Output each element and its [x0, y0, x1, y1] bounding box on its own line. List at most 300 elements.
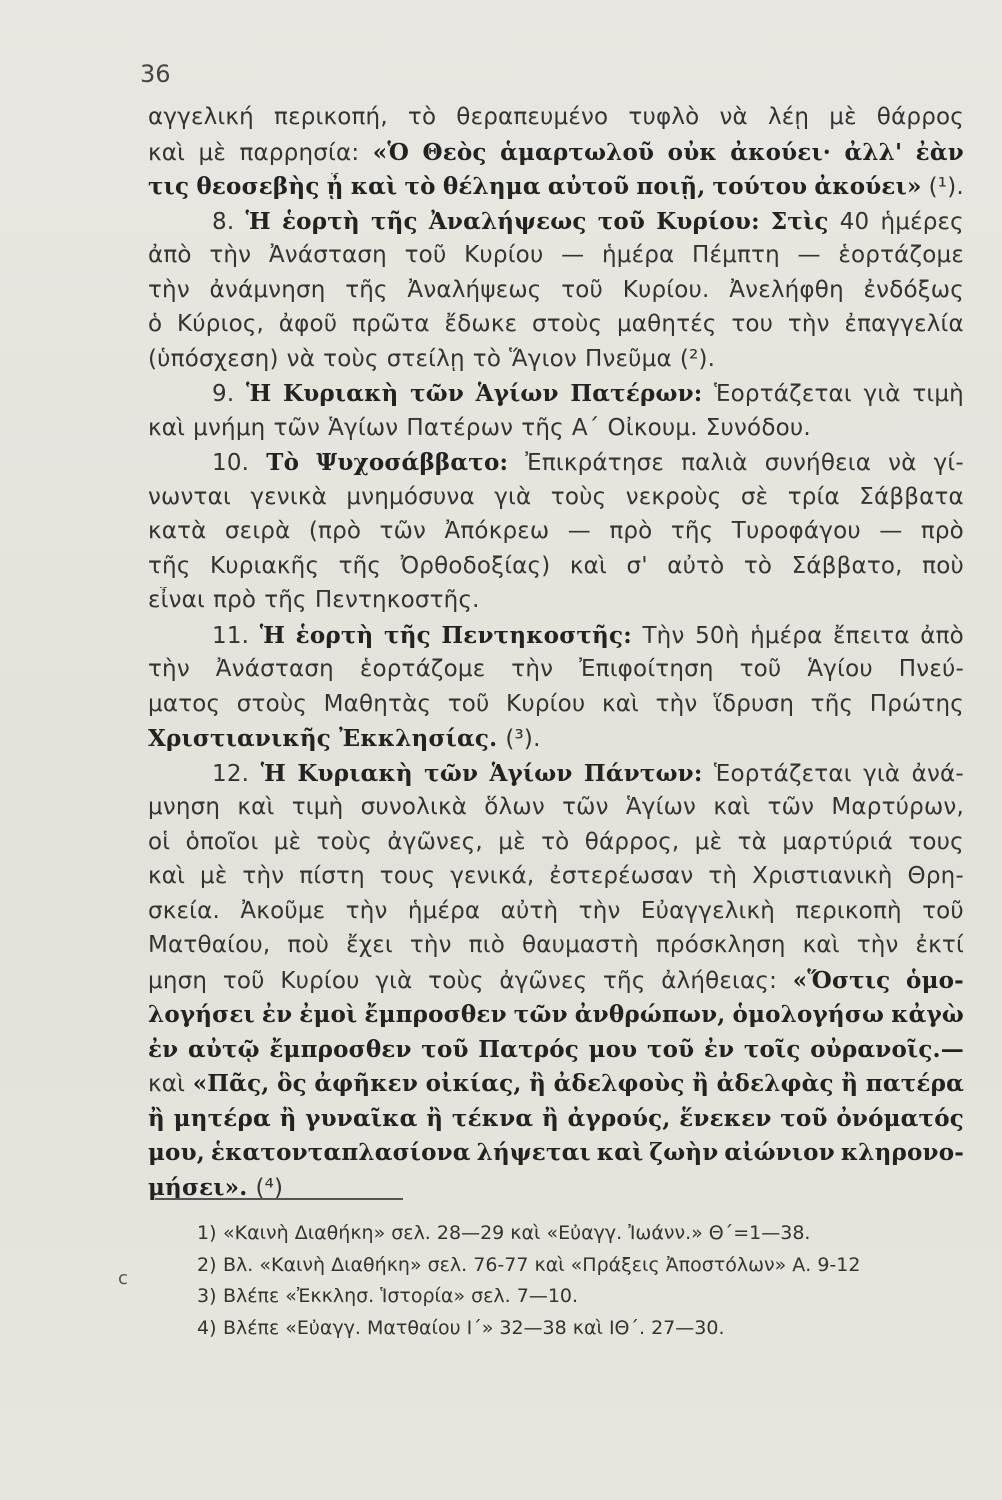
word: ποὺ: [922, 552, 964, 579]
word: τὴν: [209, 242, 252, 268]
word: μαρτύριά: [782, 828, 894, 855]
word: ἀφῆκεν: [314, 1070, 419, 1097]
word: (²).: [679, 345, 716, 372]
word: ὃς: [277, 1070, 307, 1097]
word: Τὸ: [266, 449, 300, 476]
word: τῶν: [562, 794, 609, 820]
footnote-number: 2): [197, 1253, 217, 1276]
word: μὲ: [498, 828, 526, 855]
word: 9.: [212, 381, 235, 407]
word: Κυρίου:: [656, 207, 760, 235]
word: τὴν: [148, 276, 190, 303]
word: Πατέρων:: [570, 380, 703, 407]
word: του: [731, 311, 774, 337]
word: νεκροὺς: [625, 483, 722, 510]
word: τοῦ: [404, 242, 447, 268]
word: Μαθητὰς: [323, 690, 432, 717]
word: Ἐκκλησίας.: [339, 725, 498, 752]
word: μὲ: [198, 139, 227, 166]
word: ἕνεκεν: [679, 1104, 772, 1132]
word: ὅλων: [484, 794, 545, 820]
word: γενικά,: [450, 863, 535, 889]
word: μου,: [148, 1139, 205, 1166]
footnote-rule: [155, 1198, 403, 1200]
word: σκεία.: [148, 897, 221, 924]
word: Εὐαγγελικὴ: [640, 897, 776, 924]
word: Ἡ: [259, 621, 286, 649]
word: τῆς: [338, 552, 382, 579]
text-line: [148, 691, 964, 726]
word: αγγελική: [148, 104, 254, 130]
text-line: [148, 794, 964, 829]
word: τῆς: [264, 587, 307, 613]
word: τὴ: [708, 863, 738, 889]
word: ζωὴν: [649, 1139, 719, 1166]
text-line: [148, 898, 964, 933]
word: νὰ: [888, 450, 917, 476]
word: στείλῃ: [386, 345, 465, 372]
word: —: [561, 242, 585, 268]
word: Ἁγίων: [625, 794, 697, 820]
word: (ὑπόσχεση): [148, 345, 279, 372]
word: ὁμολογήσω: [732, 1001, 885, 1028]
word: 12.: [212, 760, 250, 787]
word: Ἁγίων: [489, 759, 573, 787]
word: Ἡ: [260, 759, 286, 787]
word: ἐν: [703, 1035, 735, 1063]
text-line: [148, 346, 964, 381]
word: γιὰ: [375, 967, 413, 994]
word: Μαρτύρων,: [831, 794, 964, 820]
word: τοῦ: [780, 1104, 828, 1132]
word: κἀγὼ: [891, 1001, 964, 1028]
word: περικοπή,: [274, 104, 388, 130]
word: τους: [908, 828, 964, 855]
word: Ἁγίου: [807, 656, 873, 682]
body-text: [148, 104, 964, 1208]
word: Ἀνάσταση: [215, 656, 334, 682]
word: τῶν: [410, 380, 465, 407]
text-line: [148, 139, 964, 174]
word: μὲ: [829, 104, 857, 130]
word: ἐὰν: [915, 138, 964, 166]
word: θέλημα: [442, 173, 541, 200]
word: τυφλὸ: [628, 104, 700, 130]
word: Θρη-: [907, 863, 964, 889]
word: καὶ: [148, 863, 186, 889]
word: μὲ: [200, 863, 228, 889]
word: Ἀναλήψεως: [407, 276, 542, 303]
text-line: [148, 449, 964, 484]
word: (³).: [505, 726, 541, 752]
word: Πάντων:: [583, 759, 703, 787]
word: καὶ: [802, 932, 840, 958]
word: ἐμοὶ: [299, 1001, 358, 1028]
word: Κυρίου: [464, 242, 544, 268]
word: γί-: [933, 450, 964, 476]
word: σ': [626, 552, 648, 579]
word: —: [567, 518, 591, 544]
word: ἔπειτα: [833, 622, 910, 649]
footnote-text: Βλ. «Καινὴ Διαθήκη» σελ. 76-77 καὶ «Πράξεις Ἀποστόλων» Α. 9-12: [223, 1253, 861, 1276]
word: πρόσκληση: [655, 932, 786, 958]
word: «Ὅστις: [792, 966, 891, 994]
word: —: [797, 242, 821, 268]
word: τῆς: [670, 518, 714, 544]
word: ἀνάμνηση: [209, 276, 326, 303]
word: Ψυχοσάββατο:: [316, 449, 509, 476]
word: ματος: [148, 690, 221, 717]
word: θεραπευμένο: [456, 104, 609, 130]
text-line: [148, 104, 964, 139]
word: τοῦ: [646, 1035, 695, 1063]
word: λέῃ: [767, 104, 810, 130]
text-line: [148, 829, 964, 864]
word: γιὰ: [863, 760, 901, 787]
text-line: [148, 1105, 964, 1140]
word: Πατέρων: [406, 414, 514, 441]
word: ἢ: [529, 1070, 547, 1097]
word: στοὺς: [531, 311, 603, 337]
word: λογήσει: [148, 1001, 255, 1028]
word: γιὰ: [863, 381, 901, 407]
word: καὶ: [569, 552, 607, 579]
word: τοῦ: [421, 1035, 469, 1063]
word: ἔχει: [346, 932, 393, 958]
word: ἀλήθειας:: [661, 967, 778, 994]
word: τους: [379, 863, 436, 889]
word: ἢ: [426, 1104, 444, 1132]
word: νὰ: [719, 104, 748, 130]
word: ὀνόματός: [836, 1104, 964, 1132]
word: αὐτὸ: [667, 552, 725, 579]
word: 10.: [212, 450, 250, 476]
word: ἀδελφοὺς: [553, 1070, 685, 1097]
word: τῆς: [345, 276, 388, 303]
word: Ἀνελήφθη: [729, 276, 844, 303]
word: Σάββατα: [859, 483, 964, 510]
word: οἰκίας,: [425, 1070, 522, 1097]
word: τέκνα: [451, 1104, 534, 1132]
word: πρὸ: [213, 587, 257, 613]
word: θεοσεβὴς: [196, 173, 320, 200]
word: Πεντηκοστῆς.: [314, 587, 480, 613]
text-line: [148, 1036, 964, 1071]
word: ὁμο-: [906, 966, 964, 994]
word: πρὸ: [609, 518, 653, 544]
word: πίστη: [299, 863, 365, 889]
word: τὴν: [578, 897, 621, 924]
word: 50ὴ: [695, 622, 740, 649]
word: Πεντηκοστῆς:: [441, 621, 632, 649]
word: τοῦ: [222, 967, 265, 994]
word: ποιῇ,: [636, 173, 706, 200]
word: —: [879, 518, 903, 544]
word: τιμὴ: [291, 794, 344, 820]
text-line: [148, 380, 964, 415]
word: Ἁγίων: [328, 414, 399, 441]
word: Ματθαίου,: [148, 932, 271, 958]
word: περικοπὴ: [795, 897, 902, 924]
word: μήσει».: [148, 1173, 248, 1201]
word: συνήθεια: [764, 450, 872, 476]
word: Κυρίου: [506, 690, 586, 717]
word: Ἀκοῦμε: [240, 897, 326, 924]
word: τοῦ: [922, 897, 964, 924]
word: ἐνδόξως: [863, 276, 964, 303]
word: τὴν: [787, 311, 830, 337]
word: «Πᾶς,: [192, 1070, 270, 1097]
word: Α΄: [571, 414, 600, 441]
word: σειρὰ: [224, 518, 291, 544]
text-line: [148, 1070, 964, 1105]
word: ἀπὸ: [148, 242, 192, 268]
word: Σάββατο,: [791, 552, 903, 579]
word: τοὺς: [323, 345, 379, 372]
word: μητέρα: [173, 1104, 271, 1132]
word: ἀπὸ: [920, 622, 964, 649]
word: αὐτῷ: [187, 1035, 260, 1063]
word: μνήμη: [193, 414, 266, 441]
word: ἡμέρα: [750, 622, 823, 649]
word: ἑορτάζομε: [359, 656, 486, 682]
text-line: [148, 863, 964, 898]
word: ἔμπροσθεν: [364, 1001, 507, 1028]
word: τιμὴ: [912, 381, 964, 407]
word: νὰ: [286, 345, 316, 372]
footnote-text: Βλέπε «Εὐαγγ. Ματθαίου Ι΄» 32—38 καὶ ΙΘ΄. 27—30.: [223, 1316, 725, 1339]
word: τοὺς: [550, 483, 607, 510]
word: ποὺ: [287, 932, 330, 958]
word: (πρὸ: [308, 518, 362, 544]
footnote-text: «Καινὴ Διαθήκη» σελ. 28—29 καὶ «Εὐαγγ. Ἰωάνν.» Θ΄=1—38.: [223, 1222, 811, 1244]
word: γιὰ: [494, 483, 532, 510]
word: τὸ: [541, 828, 570, 855]
text-line: [148, 1174, 964, 1209]
word: μνηση: [148, 794, 221, 820]
word: ἐν: [261, 1001, 293, 1028]
word: τρία: [787, 483, 840, 510]
word: μαθητές: [616, 311, 717, 337]
word: εἶναι: [148, 587, 206, 613]
word: 8.: [212, 208, 235, 235]
word: «Ὁ: [372, 138, 410, 166]
word: Πέμπτη: [692, 242, 780, 268]
word: Ἁγίων: [475, 380, 559, 407]
text-line: [148, 277, 964, 312]
word: καὶ: [601, 690, 640, 717]
word: γυναῖκα: [305, 1104, 418, 1132]
word: πρὸ: [920, 518, 964, 544]
word: οὐκ: [667, 138, 717, 166]
footnote-number: 1): [197, 1222, 217, 1244]
word: οἱ: [148, 828, 171, 855]
word: τῆς: [148, 552, 191, 579]
word: τὴν: [655, 690, 698, 717]
word: τῆς: [603, 967, 646, 994]
page-number: 36: [140, 60, 171, 88]
word: Ἡ: [246, 380, 272, 407]
word: μὲ: [694, 828, 723, 855]
word: μνημόσυνα: [346, 483, 475, 510]
word: Ἐπιφοίτηση: [579, 656, 714, 682]
word: ἀγῶνες: [499, 967, 588, 994]
word: παρρησία:: [239, 139, 360, 166]
word: στοὺς: [236, 690, 308, 717]
word: (⁴): [255, 1174, 284, 1201]
word: Κυρίου: [280, 967, 360, 994]
word: Πατρός: [478, 1035, 580, 1063]
word: ἔμπροσθεν: [269, 1035, 412, 1063]
footnote: [197, 1254, 987, 1286]
word: οὐρανοῖς.—: [810, 1035, 964, 1063]
word: Ἀνάσταση: [268, 242, 387, 268]
text-line: [148, 484, 964, 519]
word: 11.: [212, 622, 250, 649]
word: τις: [148, 173, 190, 200]
word: ἀκούει»: [814, 173, 922, 200]
word: Χριστιανικὴ: [752, 863, 893, 889]
word: Κυριακὴ: [283, 380, 399, 407]
word: ἢ: [541, 1104, 559, 1132]
word: ἀνά-: [911, 760, 964, 787]
footnote-text: Βλέπε «Ἐκκλησ. Ἱστορία» σελ. 7—10.: [223, 1285, 579, 1307]
word: ἀγρούς,: [567, 1104, 671, 1132]
word: πιὸ: [468, 932, 505, 958]
word: τὰ: [737, 828, 767, 855]
word: λήψεται: [476, 1139, 591, 1166]
word: ἀλλ': [844, 138, 903, 166]
text-line: [148, 967, 964, 1002]
word: τοῦ: [447, 690, 490, 717]
word: πατέρα: [865, 1070, 964, 1097]
word: ὁποῖοι: [185, 828, 259, 855]
word: ἑορτὴ: [295, 621, 374, 649]
word: κατὰ: [148, 518, 207, 544]
word: ἢ: [279, 1104, 297, 1132]
word: μηση: [148, 967, 208, 994]
text-line: [148, 553, 964, 588]
word: 40: [839, 208, 870, 235]
text-line: [148, 760, 964, 795]
word: τὸ: [407, 104, 437, 130]
word: ἵδρυση: [713, 690, 795, 717]
footnote: [197, 1285, 987, 1317]
footnote: [197, 1222, 987, 1254]
text-line: [148, 1139, 964, 1174]
footnotes: [197, 1222, 987, 1348]
word: γενικὰ: [250, 483, 327, 510]
word: τὴν: [345, 897, 388, 924]
word: καὶ: [713, 794, 751, 820]
word: τὸ: [404, 173, 436, 200]
text-line: [148, 587, 964, 622]
text-line: [148, 622, 964, 657]
word: τῆς: [384, 621, 431, 649]
word: καὶ: [148, 1071, 186, 1097]
word: Ἅγιον: [509, 345, 577, 372]
word: ἁμαρτωλοῦ: [500, 138, 655, 166]
word: Οἰκουμ.: [607, 414, 698, 441]
text-line: [148, 242, 964, 277]
word: Τυροφάγου: [731, 518, 861, 544]
word: μου: [588, 1035, 638, 1063]
word: ἡμέρα: [407, 897, 481, 924]
word: ἔδωκε: [444, 311, 518, 337]
word: τῶν: [273, 414, 321, 441]
word: Κύριος,: [177, 311, 265, 337]
word: Πνεύ-: [898, 656, 964, 682]
word: σὲ: [740, 483, 769, 510]
word: αὐτοῦ: [547, 173, 630, 200]
word: Κυρίου.: [622, 276, 710, 303]
word: Τὴν: [642, 622, 685, 649]
word: Ἀπόκρεω: [444, 518, 550, 544]
word: ἐν: [148, 1035, 179, 1063]
word: Χριστιανικῆς: [148, 725, 331, 752]
word: Ἐπικράτησε: [525, 450, 665, 476]
word: Ἑορτάζεται: [714, 381, 852, 407]
footnote: [197, 1317, 987, 1349]
footnote-number: 4): [197, 1316, 217, 1339]
word: Ἀναλήψεως: [428, 207, 587, 235]
word: τὴν: [148, 656, 190, 682]
word: ἢ: [148, 1104, 165, 1132]
word: ἑορτὴ: [281, 207, 360, 235]
word: (¹).: [928, 174, 964, 200]
word: τοῖς: [743, 1035, 801, 1063]
text-line: [148, 311, 964, 346]
word: παλιὰ: [681, 450, 748, 476]
word: κληρονο-: [840, 1139, 964, 1166]
word: τῶν: [379, 518, 427, 544]
word: ἢ: [692, 1070, 710, 1097]
word: τῆς: [370, 207, 418, 235]
text-line: [148, 725, 964, 760]
word: Κυριακὴ: [297, 759, 413, 787]
word: συνολικὰ: [360, 794, 468, 820]
word: ᾖ: [326, 173, 344, 200]
word: ὁ: [148, 311, 163, 337]
margin-mark: c: [118, 1268, 128, 1289]
word: πρῶτα: [352, 311, 430, 337]
word: τούτου: [712, 173, 808, 200]
text-line: [148, 518, 964, 553]
text-line: [148, 173, 964, 208]
word: τῆς: [810, 690, 854, 717]
word: ἀνθρώπων,: [574, 1001, 726, 1028]
word: τοὺς: [428, 967, 484, 994]
word: ἑορτάζομε: [838, 242, 964, 268]
word: τοῦ: [597, 207, 646, 235]
word: Θεὸς: [422, 138, 487, 166]
text-line: [148, 415, 964, 450]
word: καὶ: [596, 1139, 644, 1166]
text-line: [148, 1001, 964, 1036]
word: θάρρος: [876, 104, 964, 130]
word: ἐπαγγελία: [844, 311, 964, 337]
text-line: [148, 656, 964, 691]
word: τῶν: [424, 759, 479, 787]
word: τὴν: [511, 656, 554, 682]
word: ἀκούει·: [730, 138, 831, 166]
word: τὸ: [472, 345, 502, 372]
word: ἐστερέωσαν: [549, 863, 694, 889]
text-line: [148, 932, 964, 967]
word: τὴν: [856, 932, 899, 958]
word: θάρρος,: [584, 828, 680, 855]
word: τὸ: [743, 552, 773, 579]
